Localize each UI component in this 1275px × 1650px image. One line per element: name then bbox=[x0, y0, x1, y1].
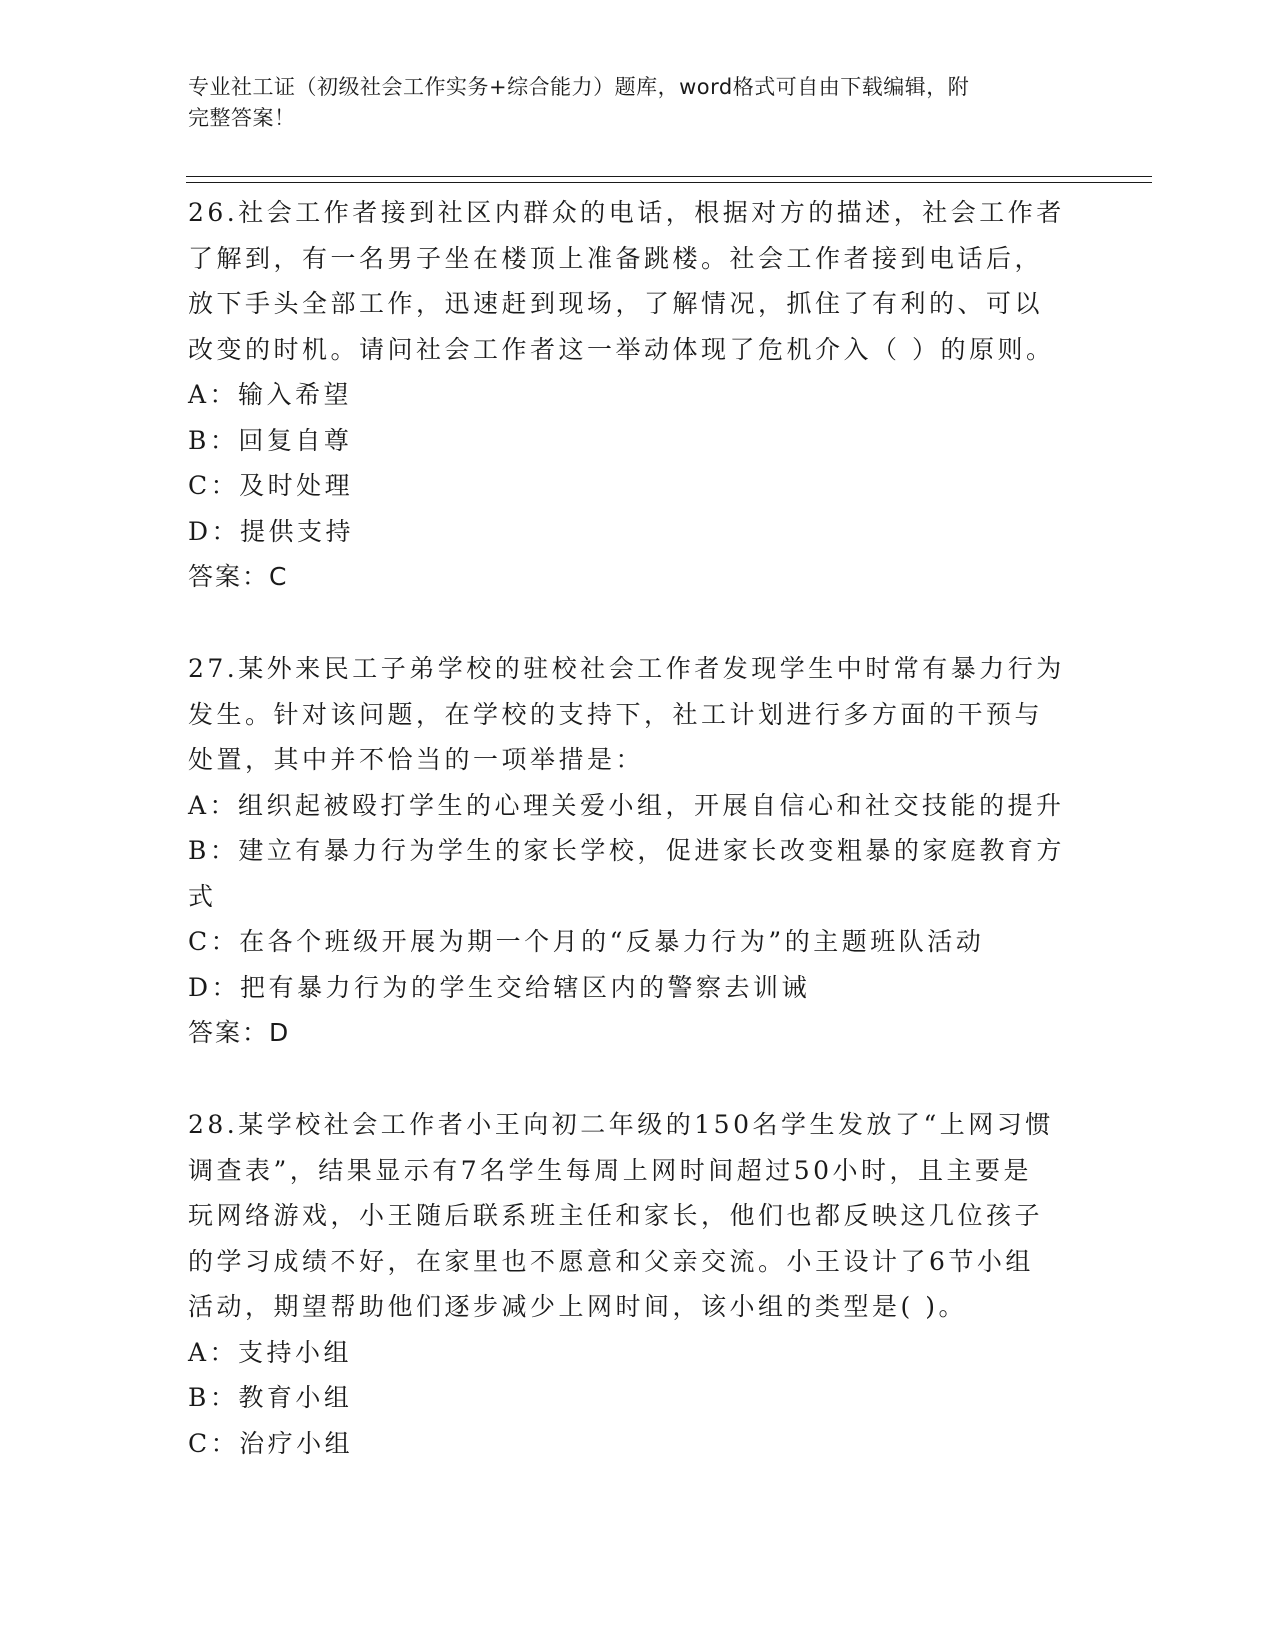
option-b: B：建立有暴力行为学生的家长学校，促进家长改变粗暴的家庭教育方 bbox=[188, 836, 1065, 865]
question-stem-line: 放下手头全部工作，迅速赶到现场，了解情况，抓住了有利的、可以 bbox=[188, 289, 1044, 318]
header-line-1: 专业社工证（初级社会工作实务+综合能力）题库，word格式可自由下载编辑，附 bbox=[188, 75, 970, 99]
header-divider-top bbox=[186, 176, 1152, 177]
option-a: A：支持小组 bbox=[188, 1337, 353, 1367]
header-divider-bottom bbox=[186, 182, 1152, 183]
option-a: A：组织起被殴打学生的心理关爱小组，开展自信心和社交技能的提升 bbox=[188, 790, 1065, 820]
option-b-continued: 式 bbox=[188, 881, 217, 911]
option-c: C：在各个班级开展为期一个月的“反暴力行为”的主题班队活动 bbox=[188, 927, 985, 956]
question-stem-line: 26.社会工作者接到社区内群众的电话，根据对方的描述，社会工作者 bbox=[188, 198, 1065, 227]
answer-label: 答案：D bbox=[188, 1018, 291, 1047]
question-stem-line: 改变的时机。请问社会工作者这一举动体现了危机介入（ ）的原则。 bbox=[188, 334, 1055, 364]
question-stem-line: 调查表”，结果显示有7名学生每周上网时间超过50小时，且主要是 bbox=[188, 1155, 1033, 1185]
header-line-2: 完整答案！ bbox=[188, 106, 296, 130]
question-stem-line: 发生。针对该问题，在学校的支持下，社工计划进行多方面的干预与 bbox=[188, 699, 1044, 729]
document-header bbox=[188, 72, 1088, 134]
option-a: A：输入希望 bbox=[188, 380, 353, 409]
question-stem-line: 的学习成绩不好，在家里也不愿意和父亲交流。小王设计了6节小组 bbox=[188, 1246, 1034, 1276]
question-stem-line: 活动，期望帮助他们逐步减少上网时间，该小组的类型是( )。 bbox=[188, 1292, 967, 1321]
option-c: C：及时处理 bbox=[188, 471, 354, 500]
option-b: B：教育小组 bbox=[188, 1383, 353, 1412]
question-stem-line: 27.某外来民工子弟学校的驻校社会工作者发现学生中时常有暴力行为 bbox=[188, 654, 1065, 683]
option-c: C：治疗小组 bbox=[188, 1428, 354, 1458]
question-28 bbox=[188, 1102, 1088, 1466]
option-b: B：回复自尊 bbox=[188, 425, 353, 455]
question-stem-line: 玩网络游戏，小王随后联系班主任和家长，他们也都反映这几位孩子 bbox=[188, 1201, 1044, 1230]
question-stem-line: 了解到，有一名男子坐在楼顶上准备跳楼。社会工作者接到电话后， bbox=[188, 243, 1044, 273]
question-26 bbox=[188, 190, 1088, 600]
option-d: D：提供支持 bbox=[188, 516, 355, 546]
option-d: D：把有暴力行为的学生交给辖区内的警察去训诫 bbox=[188, 972, 811, 1002]
question-27 bbox=[188, 646, 1088, 1056]
answer-label: 答案：C bbox=[188, 562, 289, 591]
question-stem-line: 28.某学校社会工作者小王向初二年级的150名学生发放了“上网习惯 bbox=[188, 1110, 1054, 1139]
question-stem-line: 处置，其中并不恰当的一项举措是： bbox=[188, 745, 645, 774]
